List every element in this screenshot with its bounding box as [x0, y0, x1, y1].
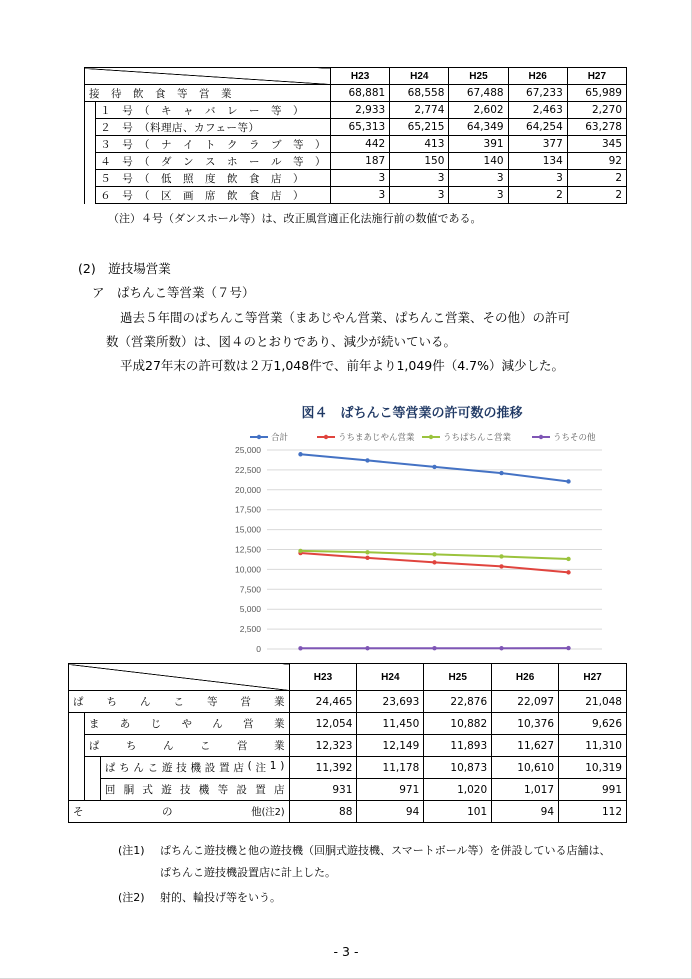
- cell-value: 391: [449, 136, 508, 153]
- cell-value: 3: [390, 170, 449, 187]
- line-chart: [212, 425, 612, 660]
- table-header-row: [85, 68, 627, 85]
- business-table: [84, 67, 627, 204]
- table-row: [69, 779, 627, 801]
- label-char: 店: [233, 762, 244, 774]
- legend-marker: [324, 435, 328, 439]
- cell-value: 1,017: [492, 779, 559, 801]
- data-point: [365, 458, 369, 462]
- cell-value: 3: [508, 170, 567, 187]
- note-mark: (注2): [118, 891, 145, 904]
- note-mark: (注1): [118, 844, 145, 857]
- table-row: [69, 801, 627, 823]
- label-char: ま: [88, 718, 100, 730]
- cell-value: 64,254: [508, 119, 567, 136]
- label-char: 営: [236, 740, 248, 752]
- cell-value: 10,376: [492, 713, 559, 735]
- cell-value: 187: [331, 153, 390, 170]
- year-header: H25: [449, 68, 508, 85]
- label-char: こ: [173, 696, 184, 708]
- cell-value: 10,873: [424, 757, 492, 779]
- data-point: [499, 471, 503, 475]
- legend-marker: [429, 435, 433, 439]
- y-tick-label: 12,500: [235, 544, 261, 555]
- table-row: [85, 102, 627, 119]
- data-point: [566, 570, 570, 574]
- cell-value: 68,881: [331, 85, 390, 102]
- cell-value: 3: [331, 170, 390, 187]
- label-char: 技: [176, 762, 187, 774]
- y-tick-label: 22,500: [235, 464, 261, 475]
- label-char: ん: [162, 740, 174, 752]
- row-label: [84, 713, 289, 735]
- label-char: 式: [142, 784, 153, 796]
- label-char: ち: [106, 696, 117, 708]
- label-char: 技: [180, 784, 191, 796]
- cell-value: 11,178: [357, 757, 424, 779]
- cell-value: 345: [567, 136, 626, 153]
- cell-value: 1,020: [424, 779, 492, 801]
- cell-value: 94: [357, 801, 424, 823]
- cell-value: 3: [449, 187, 508, 204]
- note-text: 射的、輪投げ等をいう。: [160, 891, 281, 904]
- data-point: [566, 557, 570, 561]
- y-tick-label: 0: [256, 644, 261, 654]
- label-char: 胴: [123, 784, 135, 796]
- data-point: [499, 554, 503, 558]
- y-tick-label: 17,500: [235, 504, 261, 515]
- paragraph-line: 数（営業所数）は、図４のとおりであり、減少が続いている。: [106, 334, 457, 349]
- data-point: [298, 646, 302, 650]
- table-row: [85, 136, 627, 153]
- cell-value: 377: [508, 136, 567, 153]
- section-subheading: ア ぱちんこ等営業（７号）: [92, 285, 255, 300]
- cell-value: 931: [289, 779, 357, 801]
- cell-value: 11,893: [424, 735, 492, 757]
- legend-marker: [539, 435, 543, 439]
- cell-value: 12,323: [289, 735, 357, 757]
- year-header: H26: [492, 664, 559, 691]
- cell-value: 88: [289, 801, 357, 823]
- section-heading: (2) 遊技場営業: [78, 261, 171, 276]
- row-label: [100, 757, 289, 779]
- cell-value: 2,463: [508, 102, 567, 119]
- table-row: [85, 187, 627, 204]
- cell-value: 22,097: [492, 691, 559, 713]
- label-char: ち: [125, 740, 137, 752]
- cell-value: 11,310: [559, 735, 627, 757]
- spaced-label: [105, 782, 285, 797]
- label-char: ん: [140, 696, 151, 708]
- cell-value: 65,313: [331, 119, 390, 136]
- year-header: H26: [508, 68, 567, 85]
- cell-value: 68,558: [390, 85, 449, 102]
- cell-value: 23,693: [357, 691, 424, 713]
- cell-value: 65,215: [390, 119, 449, 136]
- cell-value: 413: [390, 136, 449, 153]
- y-tick-label: 2,500: [239, 624, 261, 635]
- cell-value: 971: [357, 779, 424, 801]
- cell-value: 2,270: [567, 102, 626, 119]
- table-row: [85, 153, 627, 170]
- table-row: [69, 713, 627, 735]
- table-row: [85, 119, 627, 136]
- cell-value: 3: [390, 187, 449, 204]
- label-char: あ: [119, 718, 131, 730]
- legend-label: うちまあじやん営業: [338, 433, 415, 443]
- spaced-label: [73, 694, 285, 709]
- cell-value: 65,989: [567, 85, 626, 102]
- cell-value: 11,450: [357, 713, 424, 735]
- label-char: ん: [212, 718, 223, 730]
- row-indent: [85, 102, 96, 204]
- label-char: こ: [199, 740, 211, 752]
- label-char: ん: [133, 762, 144, 774]
- label-char: 店: [273, 784, 285, 796]
- row-label: ４ 号 （ ダ ン ス ホ ー ル 等 ）: [96, 153, 331, 170]
- y-tick-label: 15,000: [235, 524, 261, 535]
- data-point: [432, 465, 436, 469]
- label-char: じ: [150, 718, 162, 730]
- cell-value: 101: [424, 801, 492, 823]
- table1-note: （注）４号（ダンスホール等）は、改正風営適正化法施行前の数値である。: [108, 212, 482, 225]
- data-point: [566, 479, 570, 483]
- cell-value: 112: [559, 801, 627, 823]
- row-label-text: 他: [251, 806, 262, 818]
- row-label: 接 待 飲 食 等 営 業: [85, 85, 331, 102]
- data-point: [499, 646, 503, 650]
- legend-label: うちぱちんこ営業: [443, 433, 512, 443]
- year-header: H24: [390, 68, 449, 85]
- label-char: ぱ: [104, 762, 116, 774]
- label-char: 営: [243, 718, 254, 730]
- cell-value: 21,048: [559, 691, 627, 713]
- label-char: 営: [240, 696, 251, 708]
- cell-value: 92: [567, 153, 626, 170]
- cell-value: 140: [449, 153, 508, 170]
- label-char: 置: [219, 762, 230, 774]
- label-char: ち: [119, 762, 130, 774]
- row-label: ２ 号 （料理店、カフェー等）: [96, 119, 331, 136]
- cell-value: 134: [508, 153, 567, 170]
- table-header-row: [69, 664, 627, 691]
- row-indent: [69, 713, 85, 801]
- cell-value: 64,349: [449, 119, 508, 136]
- label-char: 業: [274, 696, 285, 708]
- cell-value: 2: [567, 170, 626, 187]
- row-label: [84, 735, 289, 757]
- cell-value: 94: [492, 801, 559, 823]
- cell-value: 442: [331, 136, 390, 153]
- table-row: [85, 170, 627, 187]
- legend-marker: [257, 435, 261, 439]
- label-char: 等: [207, 696, 218, 708]
- cell-value: 63,278: [567, 119, 626, 136]
- row-label: ６ 号 （ 区 画 席 飲 食 店 ）: [96, 187, 331, 204]
- label-char: 設: [204, 762, 216, 774]
- cell-value: 10,882: [424, 713, 492, 735]
- table-row: [85, 85, 627, 102]
- cell-value: 2,933: [331, 102, 390, 119]
- spaced-label: [89, 716, 285, 731]
- cell-value: 67,488: [449, 85, 508, 102]
- label-char: 業: [273, 718, 285, 730]
- table-row: [69, 735, 627, 757]
- row-label-note: (注2): [261, 807, 285, 818]
- cell-value: 2,602: [449, 102, 508, 119]
- data-point: [499, 564, 503, 568]
- spaced-label: [73, 804, 285, 819]
- data-point: [298, 549, 302, 553]
- y-tick-label: 25,000: [235, 445, 261, 455]
- y-tick-label: 20,000: [235, 484, 261, 495]
- year-header: H27: [567, 68, 626, 85]
- legend-label: 合計: [271, 433, 289, 443]
- label-char: こ: [147, 762, 159, 774]
- cell-value: 2,774: [390, 102, 449, 119]
- page-number: - 3 -: [333, 944, 359, 959]
- cell-value: 3: [331, 187, 390, 204]
- cell-value: 11,392: [289, 757, 357, 779]
- paragraph-line: 平成27年末の許可数は２万1,048件で、前年より1,049件（4.7%）減少した。: [120, 358, 564, 373]
- spaced-label: [105, 760, 285, 775]
- data-point: [432, 646, 436, 650]
- label-char: 等: [217, 784, 229, 796]
- cell-value: 9,626: [559, 713, 627, 735]
- data-point: [432, 560, 436, 564]
- label-char: ): [280, 760, 285, 772]
- row-label-text: の: [162, 806, 173, 818]
- label-char: 注: [255, 762, 267, 774]
- data-point: [566, 646, 570, 650]
- year-header: H23: [289, 664, 357, 691]
- cell-value: 3: [449, 170, 508, 187]
- cell-value: 2: [567, 187, 626, 204]
- y-tick-label: 5,000: [239, 604, 261, 615]
- cell-value: 11,627: [492, 735, 559, 757]
- label-char: 回: [104, 784, 116, 796]
- label-char: や: [181, 718, 192, 730]
- paragraph-line: 過去５年間のぱちんこ等営業（まあじやん営業、ぱちんこ営業、その他）の許可: [120, 310, 571, 325]
- cell-value: 150: [390, 153, 449, 170]
- row-label: １ 号 （ キ ャ バ レ ー 等 ）: [96, 102, 331, 119]
- cell-value: 24,465: [289, 691, 357, 713]
- cell-value: 12,054: [289, 713, 357, 735]
- cell-value: 10,319: [559, 757, 627, 779]
- cell-value: 10,610: [492, 757, 559, 779]
- cell-value: 67,233: [508, 85, 567, 102]
- row-label-text: そ: [73, 806, 84, 818]
- note-text: ぱちんこ遊技機設置店に計上した。: [160, 866, 336, 879]
- cell-value: 22,876: [424, 691, 492, 713]
- label-char: 遊: [161, 784, 172, 796]
- label-char: (: [247, 760, 252, 772]
- label-char: 機: [190, 762, 201, 774]
- spaced-label: [89, 738, 285, 753]
- row-label: [69, 691, 290, 713]
- data-point: [365, 556, 369, 560]
- label-char: 業: [273, 740, 285, 752]
- table-row: [69, 691, 627, 713]
- year-header: H24: [357, 664, 424, 691]
- header-corner: [85, 68, 331, 85]
- label-char: 遊: [161, 762, 173, 774]
- row-label: [69, 801, 290, 823]
- row-indent: [84, 757, 100, 801]
- y-tick-label: 10,000: [235, 564, 261, 575]
- data-point: [365, 550, 369, 554]
- cell-value: 2: [508, 187, 567, 204]
- chart-title: 図４ ぱちんこ等営業の許可数の推移: [301, 406, 523, 421]
- label-char: 設: [236, 784, 247, 796]
- year-header: H27: [559, 664, 627, 691]
- row-label: [100, 779, 289, 801]
- pachinko-table: [68, 663, 627, 823]
- year-header: H25: [424, 664, 492, 691]
- row-label-group: [251, 804, 284, 819]
- cell-value: 991: [559, 779, 627, 801]
- label-char: 1: [269, 760, 277, 772]
- label-char: 機: [198, 784, 210, 796]
- data-point: [432, 552, 436, 556]
- y-tick-label: 7,500: [239, 584, 261, 595]
- header-corner: [69, 664, 290, 691]
- row-label: ５ 号 （ 低 照 度 飲 食 店 ）: [96, 170, 331, 187]
- cell-value: 12,149: [357, 735, 424, 757]
- label-char: ぱ: [88, 740, 100, 752]
- year-header: H23: [331, 68, 390, 85]
- table-row: [69, 757, 627, 779]
- label-char: 置: [255, 784, 266, 796]
- note-text: ぱちんこ遊技機と他の遊技機（回胴式遊技機、スマートボール等）を併設している店舗は、: [160, 844, 611, 857]
- data-point: [298, 452, 302, 456]
- row-label: ３ 号 （ ナ イ ト ク ラ ブ 等 ）: [96, 136, 331, 153]
- legend-label: うちその他: [553, 433, 596, 443]
- label-char: ぱ: [73, 696, 84, 708]
- data-point: [365, 646, 369, 650]
